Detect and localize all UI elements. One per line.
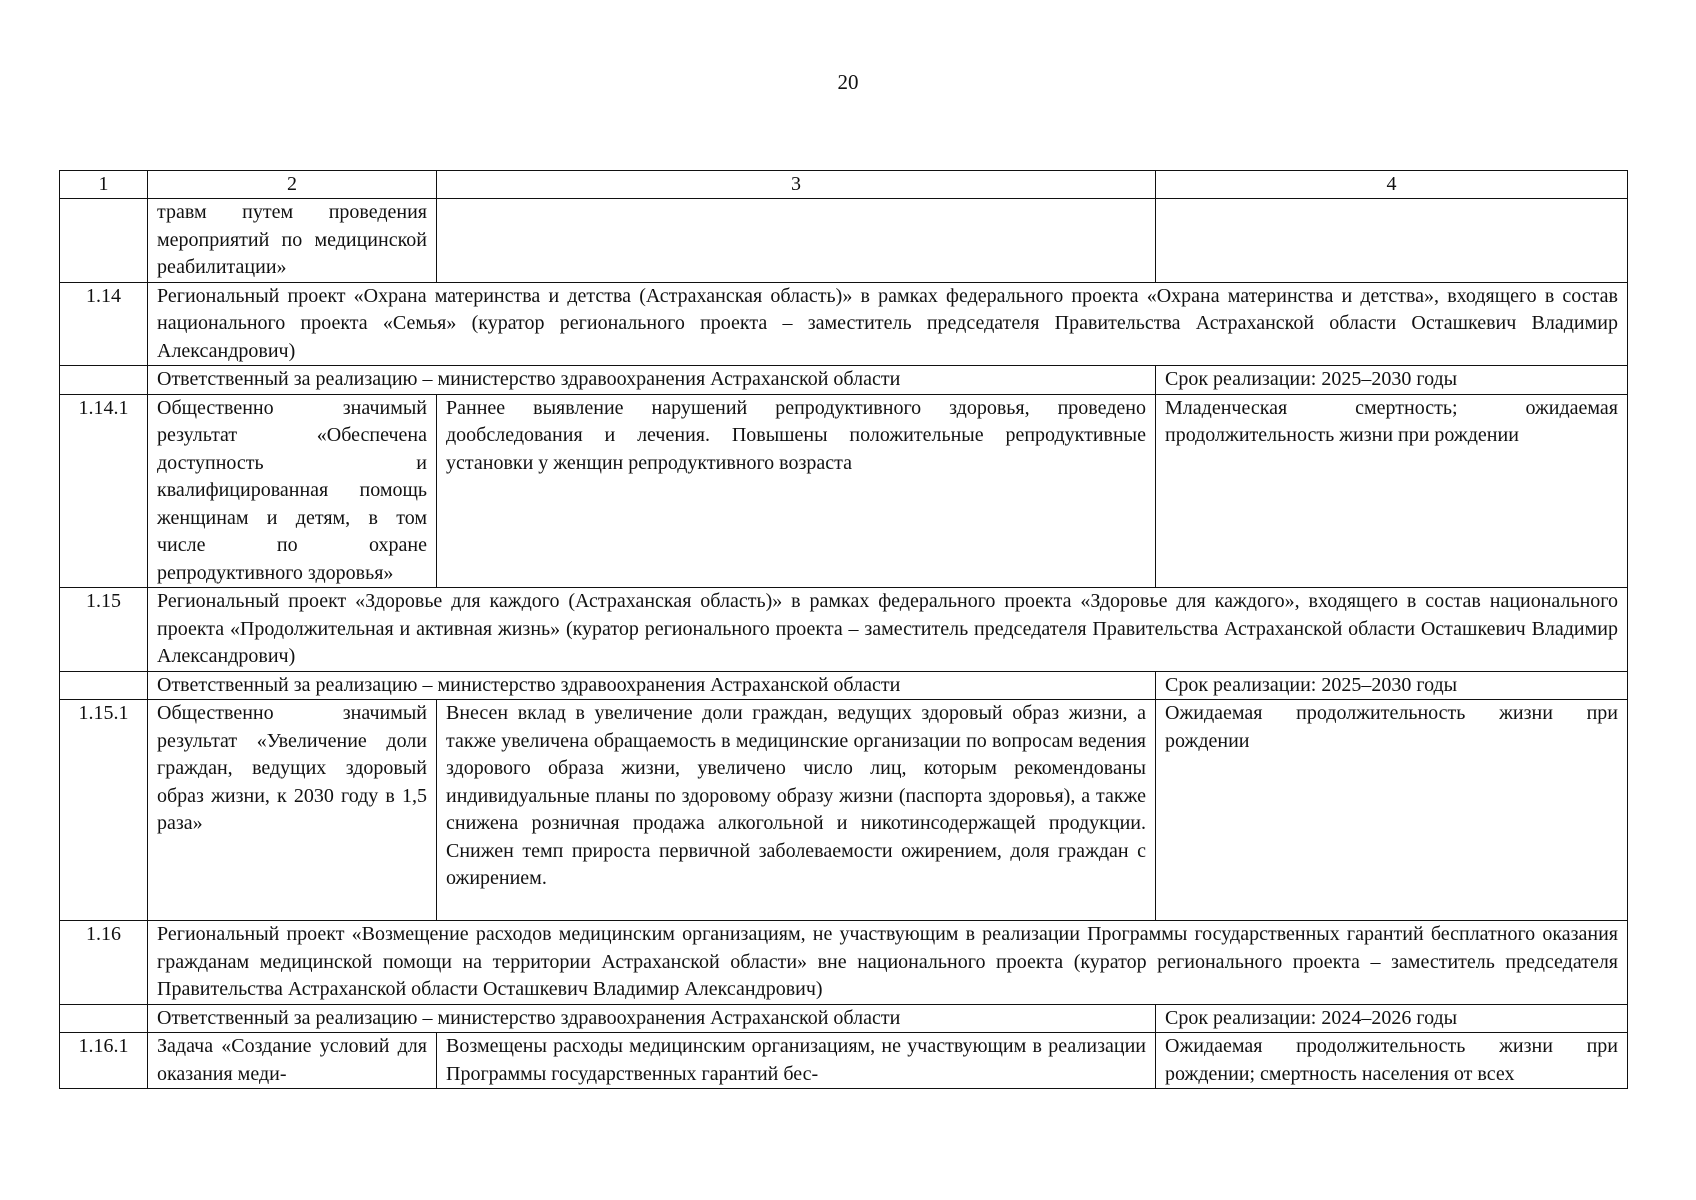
responsible-cell: Ответственный за реализацию – министерство здравоохранения Астраханской области	[148, 671, 1156, 700]
project-description: Региональный проект «Возмещение расходов медицинским организациям, не участвующим в реализации Программы государственных гарантий бесплатного оказания гражданам медицинской помощи на территории Астраханской области» вне национального проекта (куратор регионального проекта – заместитель председателя Правительства Астраханской области Осташкевич Владимир Александрович)	[148, 921, 1628, 1005]
row-number-cell: 1.14.1	[60, 394, 148, 588]
table-row	[60, 700, 1628, 921]
indicator-cell: Младенческая смертность; ожидаемая продолжительность жизни при рождении	[1156, 394, 1628, 588]
responsible-cell: Ответственный за реализацию – министерство здравоохранения Астраханской области	[148, 366, 1156, 395]
result-cell: Общественно значимый результат «Увеличение доли граждан, ведущих здоровый образ жизни, к 2030 году в 1,5 раза»	[148, 700, 437, 921]
column-header-2: 2	[148, 171, 437, 199]
table-row	[60, 394, 1628, 588]
row-number-cell: 1.16	[60, 921, 148, 1005]
column-header-1: 1	[60, 171, 148, 199]
project-row	[60, 282, 1628, 366]
project-row	[60, 588, 1628, 672]
indicator-cell	[1156, 199, 1628, 283]
effect-cell: Возмещены расходы медицинским организациям, не участвующим в реализации Программы государственных гарантий бес-	[437, 1033, 1156, 1089]
row-number-cell	[60, 199, 148, 283]
responsible-row	[60, 1004, 1628, 1033]
responsible-cell: Ответственный за реализацию – министерство здравоохранения Астраханской области	[148, 1004, 1156, 1033]
result-cell: Задача «Создание условий для оказания меди-	[148, 1033, 437, 1089]
responsible-row	[60, 366, 1628, 395]
project-description: Региональный проект «Охрана материнства и детства (Астраханская область)» в рамках федерального проекта «Охрана материнства и детства», входящего в состав национального проекта «Семья» (куратор регионального проекта – заместитель председателя Правительства Астраханской области Осташкевич Владимир Александрович)	[148, 282, 1628, 366]
result-cell: Общественно значимый результат «Обеспечена доступность и квалифицированная помощь женщинам и детям, в том числе по охране репродуктивного здоровья»	[148, 394, 437, 588]
row-number-cell: 1.14	[60, 282, 148, 366]
term-cell: Срок реализации: 2025–2030 годы	[1156, 671, 1628, 700]
table-row	[60, 199, 1628, 283]
effect-cell: Внесен вклад в увеличение доли граждан, ведущих здоровый образ жизни, а также увеличена обращаемость в медицинские организации по вопросам ведения здорового образа жизни, увеличено число лиц, которым рекомендованы индивидуальные планы по здоровому образу жизни (паспорта здоровья), а также снижена розничная продажа алкогольной и никотинсодержащей продукции. Снижен темп прироста первичной заболеваемости ожирением, доля граждан с ожирением.	[437, 700, 1156, 921]
table-row	[60, 1033, 1628, 1089]
row-number-cell: 1.15	[60, 588, 148, 672]
row-number-cell	[60, 366, 148, 395]
program-table	[59, 170, 1628, 1089]
header-row	[60, 171, 1628, 199]
column-header-4: 4	[1156, 171, 1628, 199]
project-row	[60, 921, 1628, 1005]
page-number: 20	[837, 70, 859, 94]
indicator-cell: Ожидаемая продолжительность жизни при рождении; смертность населения от всех	[1156, 1033, 1628, 1089]
row-number-cell: 1.16.1	[60, 1033, 148, 1089]
term-cell: Срок реализации: 2025–2030 годы	[1156, 366, 1628, 395]
project-description: Региональный проект «Здоровье для каждого (Астраханская область)» в рамках федерального проекта «Здоровье для каждого», входящего в состав национального проекта «Продолжительная и активная жизнь» (куратор регионального проекта – заместитель председателя Правительства Астраханской области Осташкевич Владимир Александрович)	[148, 588, 1628, 672]
column-header-3: 3	[437, 171, 1156, 199]
row-number-cell: 1.15.1	[60, 700, 148, 921]
responsible-row	[60, 671, 1628, 700]
term-cell: Срок реализации: 2024–2026 годы	[1156, 1004, 1628, 1033]
row-number-cell	[60, 1004, 148, 1033]
effect-cell: Раннее выявление нарушений репродуктивного здоровья, проведено дообследования и лечения. Повышены положительные репродуктивные установки у женщин репродуктивного возраста	[437, 394, 1156, 588]
row-number-cell	[60, 671, 148, 700]
indicator-cell: Ожидаемая продолжительность жизни при рождении	[1156, 700, 1628, 921]
result-cell: травм путем проведения мероприятий по медицинской реабилитации»	[148, 199, 437, 283]
effect-cell	[437, 199, 1156, 283]
